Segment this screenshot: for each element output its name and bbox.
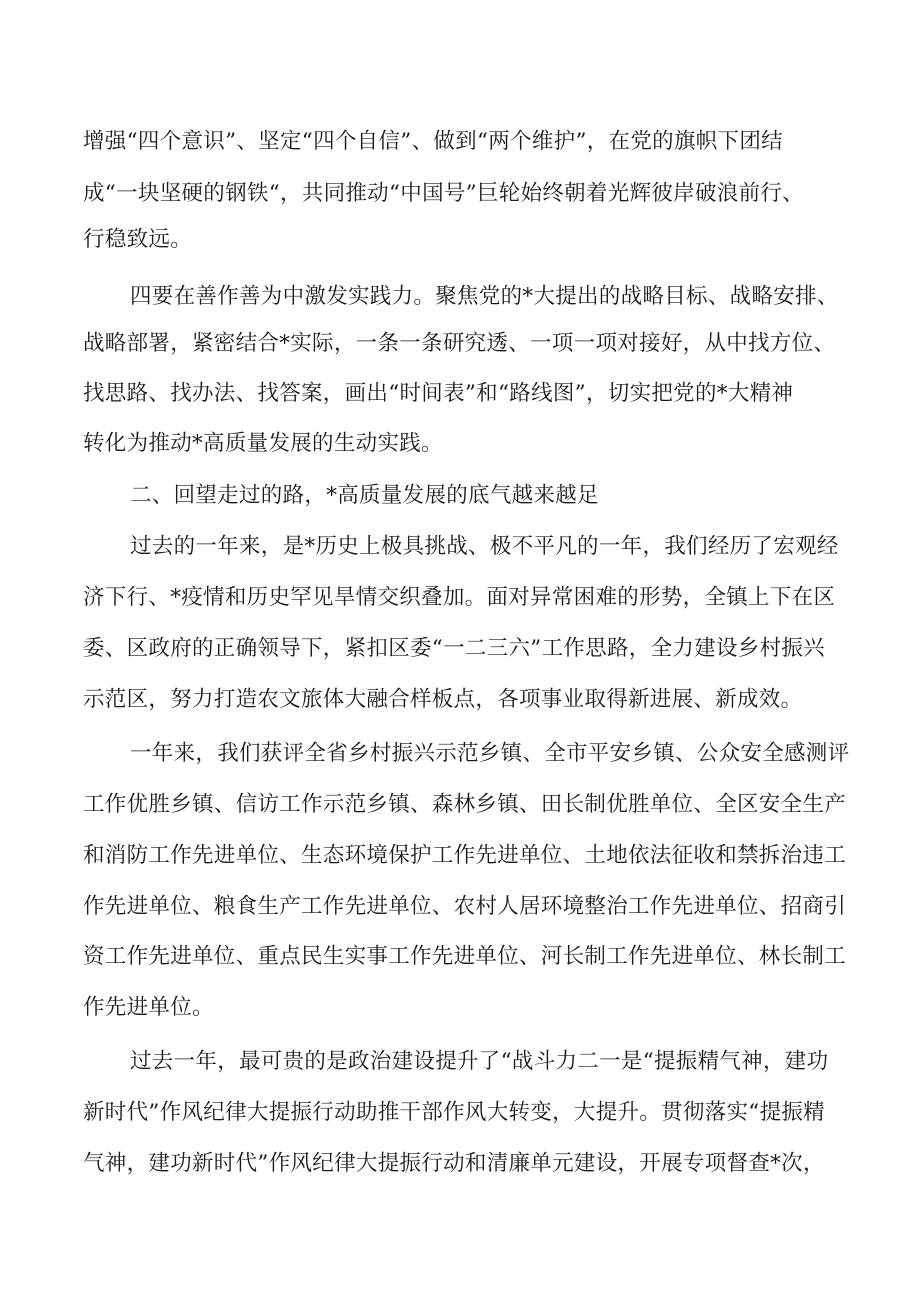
text-line: 一年来，我们获评全省乡村振兴示范乡镇、全市平安乡镇、公众安全感测评: [130, 741, 850, 766]
text-line: 示范区，努力打造农文旅体大融合样板点，各项事业取得新进展、新成效。: [83, 687, 803, 712]
text-line: 委、区政府的正确领导下，紧扣区委“一二三六”工作思路，全力建设乡村振兴: [83, 636, 825, 661]
text-line: 过去一年，最可贵的是政治建设提升了“战斗力二一是“提振精气神，建功: [130, 1049, 829, 1074]
text-line: 过去的一年来，是*历史上极具挑战、极不平凡的一年，我们经历了宏观经: [130, 534, 839, 559]
text-line: 工作优胜乡镇、信访工作示范乡镇、森林乡镇、田长制优胜单位、全区安全生产: [83, 792, 847, 817]
section-heading: 二、回望走过的路，*高质量发展的底气越来越足: [130, 483, 599, 508]
text-line: 战略部署，紧密结合*实际，一条一条研究透、一项一项对接好，从中找方位、: [83, 331, 836, 356]
text-line: 作先进单位。: [83, 995, 214, 1020]
text-line: 资工作先进单位、重点民生实事工作先进单位、河长制工作先进单位、林长制工: [83, 944, 847, 969]
text-line: 济下行、*疫情和历史罕见旱情交织叠加。面对异常困难的形势，全镇上下在区: [83, 585, 836, 610]
text-line: 四要在善作善为中激发实践力。聚焦党的*大提出的战略目标、战略安排、: [130, 284, 839, 309]
text-line: 找思路、找办法、找答案，画出“时间表”和“路线图”，切实把党的*大精神: [83, 381, 794, 406]
text-line: 气神，建功新时代”作风纪律大提振行动和清廉单元建设，开展专项督查*次，: [83, 1151, 825, 1176]
text-line: 转化为推动*高质量发展的生动实践。: [83, 431, 443, 456]
text-line: 和消防工作先进单位、生态环境保护工作先进单位、土地依法征收和禁拆治违工: [83, 843, 847, 868]
text-line: 新时代”作风纪律大提振行动助推干部作风大转变，大提升。贯彻落实“提振精: [83, 1100, 825, 1125]
text-line: 成“一块坚硬的钢铁“，共同推动“中国号”巨轮始终朝着光辉彼岸破浪前行、: [83, 181, 804, 206]
text-line: 行稳致远。: [83, 227, 193, 252]
text-line: 作先进单位、粮食生产工作先进单位、农村人居环境整治工作先进单位、招商引: [83, 894, 847, 919]
text-line: 增强“四个意识”、坚定“四个自信”、做到“两个维护”，在党的旗帜下团结: [83, 129, 783, 154]
